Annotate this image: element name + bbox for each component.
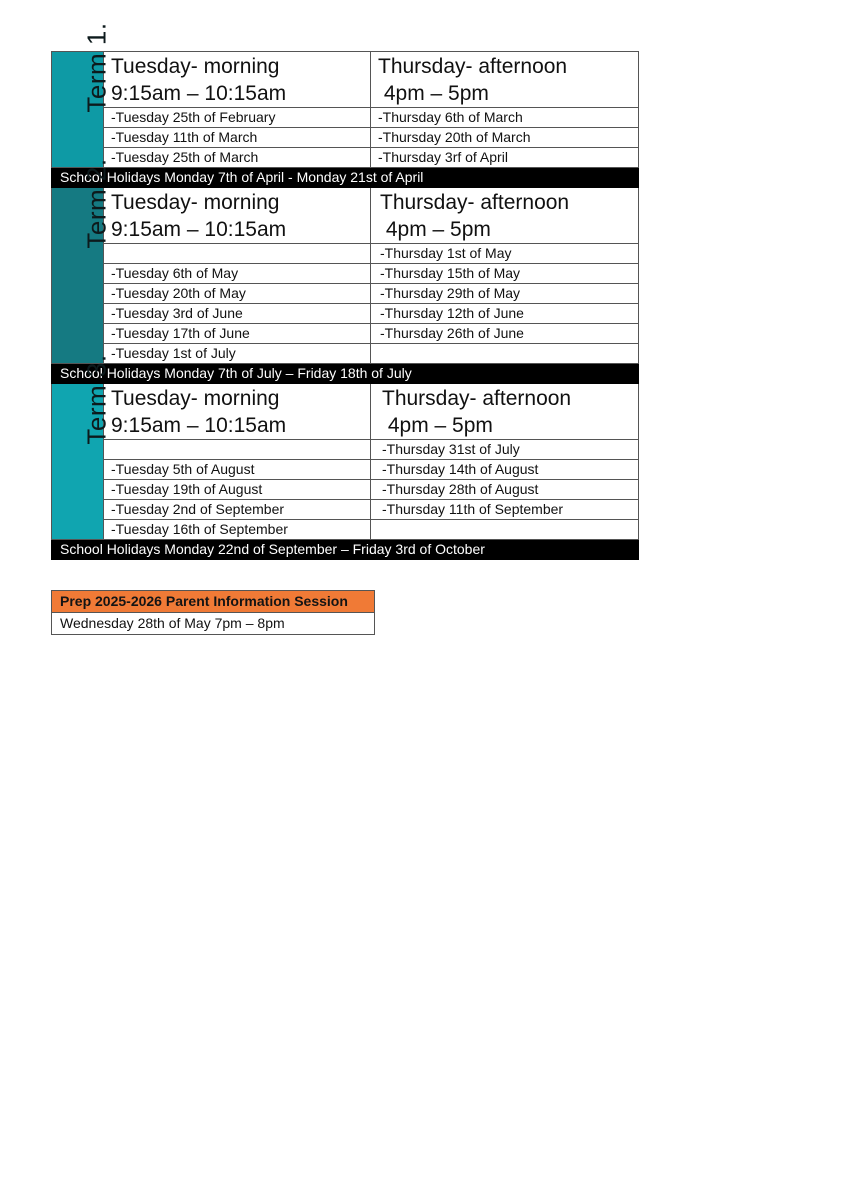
thursday-date xyxy=(371,520,639,540)
table-row xyxy=(52,244,639,264)
tuesday-date: -Tuesday 5th of August xyxy=(104,460,371,480)
term-1-tuesday-header xyxy=(104,52,371,108)
thursday-time: 4pm – 5pm xyxy=(382,414,493,437)
thursday-time: 4pm – 5pm xyxy=(380,218,491,241)
table-row xyxy=(52,284,639,304)
term-2-label: Term 2. xyxy=(81,158,112,249)
table-row xyxy=(52,108,639,128)
table-row xyxy=(52,148,639,168)
table-row xyxy=(52,440,639,460)
tuesday-time: 9:15am – 10:15am xyxy=(111,82,287,105)
table-row xyxy=(52,480,639,500)
tuesday-time: 9:15am – 10:15am xyxy=(111,218,287,241)
tuesday-title: Tuesday- morning xyxy=(111,55,280,78)
term-1-label-cell xyxy=(52,22,112,168)
table-row xyxy=(52,460,639,480)
term-2-thursday-header xyxy=(371,188,639,244)
info-session-table xyxy=(51,590,375,635)
thursday-date: -Thursday 26th of June xyxy=(371,324,639,344)
info-session-detail: Wednesday 28th of May 7pm – 8pm xyxy=(52,613,375,635)
thursday-date: -Thursday 29th of May xyxy=(371,284,639,304)
thursday-date: -Thursday 1st of May xyxy=(371,244,639,264)
tuesday-date xyxy=(104,440,371,460)
tuesday-date: -Tuesday 11th of March xyxy=(104,128,371,148)
table-row xyxy=(52,324,639,344)
tuesday-date: -Tuesday 6th of May xyxy=(104,264,371,284)
term-3-label: Term 3. xyxy=(81,354,112,445)
tuesday-date: -Tuesday 25th of February xyxy=(104,108,371,128)
tuesday-date: -Tuesday 25th of March xyxy=(104,148,371,168)
tuesday-date: -Tuesday 3rd of June xyxy=(104,304,371,324)
tuesday-date: -Tuesday 16th of September xyxy=(104,520,371,540)
tuesday-date xyxy=(104,244,371,264)
thursday-time: 4pm – 5pm xyxy=(378,82,489,105)
term-3-label-cell xyxy=(52,354,112,540)
schedule-table xyxy=(51,22,639,560)
info-session-title: Prep 2025-2026 Parent Information Session xyxy=(52,591,375,613)
table-row xyxy=(52,264,639,284)
tuesday-date: -Tuesday 20th of May xyxy=(104,284,371,304)
term-3-header-row xyxy=(52,384,639,440)
thursday-title: Thursday- afternoon xyxy=(382,387,572,410)
thursday-date: -Thursday 28th of August xyxy=(371,480,639,500)
thursday-date: -Thursday 14th of August xyxy=(371,460,639,480)
thursday-date: -Thursday 20th of March xyxy=(371,128,639,148)
tuesday-date: -Tuesday 17th of June xyxy=(104,324,371,344)
tuesday-title: Tuesday- morning xyxy=(111,191,280,214)
thursday-date: -Thursday 11th of September xyxy=(371,500,639,520)
term-3-tuesday-header xyxy=(104,384,371,440)
thursday-date: -Thursday 12th of June xyxy=(371,304,639,324)
term-2-header-row xyxy=(52,188,639,244)
thursday-date: -Thursday 31st of July xyxy=(371,440,639,460)
term-2-holiday-row xyxy=(52,364,639,384)
table-row xyxy=(52,304,639,324)
tuesday-date: -Tuesday 1st of July xyxy=(104,344,371,364)
term-3-thursday-header xyxy=(371,384,639,440)
thursday-date: -Thursday 3rf of April xyxy=(371,148,639,168)
holiday-banner: School Holidays Monday 7th of April - Monday 21st of April xyxy=(52,168,639,188)
term-1-label: Term 1. xyxy=(81,22,112,113)
term-3-holiday-row xyxy=(52,540,639,560)
tuesday-title: Tuesday- morning xyxy=(111,387,280,410)
tuesday-time: 9:15am – 10:15am xyxy=(111,414,287,437)
term-1-holiday-row xyxy=(52,168,639,188)
holiday-banner: School Holidays Monday 22nd of September – Friday 3rd of October xyxy=(52,540,639,560)
term-2-label-cell xyxy=(52,158,112,364)
holiday-banner: School Holidays Monday 7th of July – Friday 18th of July xyxy=(52,364,639,384)
thursday-title: Thursday- afternoon xyxy=(380,191,570,214)
thursday-date: -Thursday 15th of May xyxy=(371,264,639,284)
thursday-title: Thursday- afternoon xyxy=(378,55,568,78)
tuesday-date: -Tuesday 19th of August xyxy=(104,480,371,500)
table-row xyxy=(52,128,639,148)
table-row xyxy=(52,500,639,520)
table-row xyxy=(52,520,639,540)
table-row xyxy=(52,344,639,364)
term-1-thursday-header xyxy=(371,52,639,108)
thursday-date: -Thursday 6th of March xyxy=(371,108,639,128)
term-2-tuesday-header xyxy=(104,188,371,244)
tuesday-date: -Tuesday 2nd of September xyxy=(104,500,371,520)
thursday-date xyxy=(371,344,639,364)
term-1-header-row xyxy=(52,52,639,108)
